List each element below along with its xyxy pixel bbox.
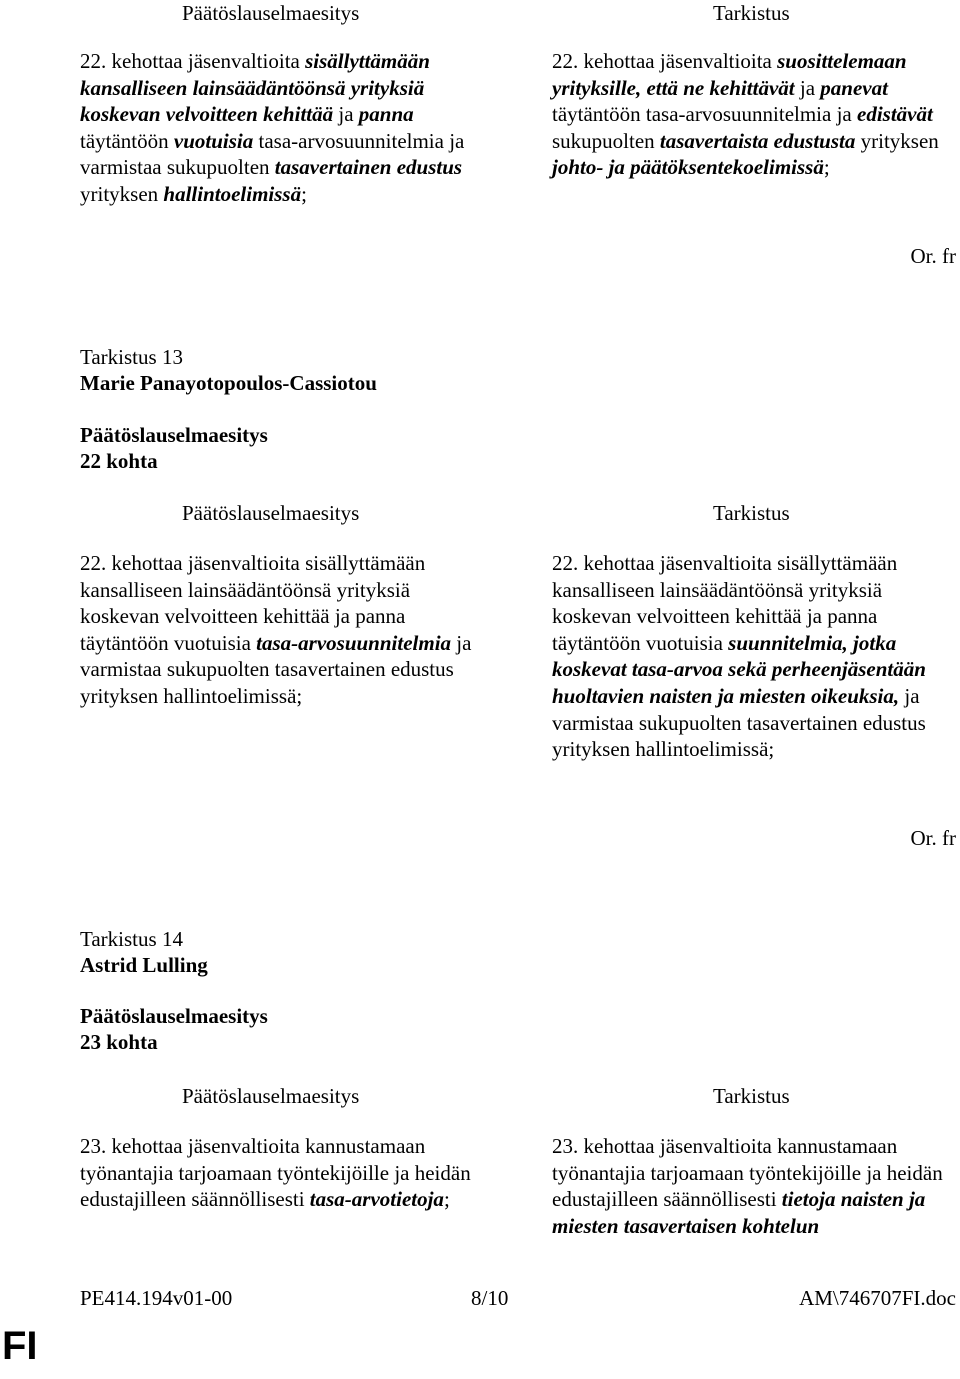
amendment-14-left-text	[80, 1133, 480, 1213]
text-run: suunnitelmia, jotka koskevat tasa-arvoa sekä perheenjäsentään huoltavien naisten ja miesten oikeuksia,	[552, 630, 926, 708]
text-run: tasa-arvotietoja	[309, 1187, 444, 1212]
amendment-13-ref-title: Päätöslauselmaesitys	[80, 423, 268, 447]
text-run: 22. kehottaa jäsenvaltioita sisällyttämään kansalliseen lainsäädäntöönsä yrityksiä koskevan velvoitteen kehittää ja panna täytäntöön vuotuisia	[80, 551, 426, 655]
amendment-13-right-text	[552, 550, 952, 763]
text-run: johto- ja päätöksentekoelimissä	[552, 155, 824, 180]
amendment-14-author: Astrid Lulling	[80, 953, 208, 977]
text-run: yrityksen	[80, 181, 164, 206]
top-right-column-header: Tarkistus	[713, 1, 790, 25]
footer-language-code: FI	[2, 1324, 38, 1368]
amendment-14-left-header: Päätöslauselmaesitys	[182, 1084, 360, 1108]
text-run: 23. kehottaa jäsenvaltioita kannustamaan työnantajia tarjoamaan työntekijöille ja heidän edustajilleen säännöllisesti	[552, 1134, 943, 1212]
footer-file-ref: AM\746707FI.doc	[799, 1286, 956, 1310]
amendment-14-ref-title: Päätöslauselmaesitys	[80, 1004, 268, 1028]
text-run: ja	[794, 75, 821, 100]
text-run: suosittelemaan yrityksille, että ne kehittävät	[552, 49, 907, 100]
amendment-14-heading	[80, 926, 183, 952]
footer-doc-ref: PE414.194v01-00	[80, 1286, 233, 1310]
text-run: 22. kehottaa jäsenvaltioita sisällyttämään kansalliseen lainsäädäntöönsä yrityksiä koskevan velvoitteen kehittää ja panna täytäntöön vuotuisia	[552, 551, 898, 655]
text-run: ja varmistaa sukupuolten tasavertainen edustus yrityksen hallintoelimissä;	[552, 683, 926, 762]
footer-page-number: 8/10	[471, 1286, 509, 1310]
amendment-label: Tarkistus	[80, 345, 157, 369]
text-run: tasavertainen edustus	[274, 155, 463, 180]
text-run: 23. kehottaa jäsenvaltioita kannustamaan työnantajia tarjoamaan työntekijöille ja heidän edustajilleen säännöllisesti	[80, 1134, 471, 1212]
text-run: tietoja naisten ja miesten tasavertaisen kohtelun	[552, 1187, 926, 1238]
text-run: täytäntöön	[80, 128, 174, 153]
text-run: panna	[358, 102, 414, 127]
text-run: ;	[823, 155, 830, 180]
text-run: tasa-arvosuunnitelmia ja varmistaa sukupuolten	[80, 128, 465, 180]
text-run: 22. kehottaa jäsenvaltioita	[552, 49, 778, 73]
text-run: ;	[443, 1187, 450, 1212]
text-run: sisällyttämään kansalliseen lainsäädäntöönsä yrityksiä koskevan velvoitteen kehittää	[80, 49, 430, 127]
text-run: tasa-arvosuunnitelmia	[256, 630, 452, 655]
amendment-14-ref-point: 23 kohta	[80, 1030, 158, 1054]
text-run: 22. kehottaa jäsenvaltioita	[80, 49, 306, 73]
amendment-13-left-header: Päätöslauselmaesitys	[182, 501, 360, 525]
text-run: panevat	[820, 75, 888, 100]
top-left-column-header: Päätöslauselmaesitys	[182, 1, 360, 25]
amendment-13-original-language: Or. fr	[910, 826, 956, 850]
amendment-13-heading	[80, 344, 183, 370]
amendment-number: 14	[161, 927, 183, 951]
amendment-label: Tarkistus	[80, 927, 157, 951]
text-run: sukupuolten	[552, 128, 660, 153]
text-run: hallintoelimissä	[163, 181, 302, 206]
text-run: yrityksen	[855, 128, 939, 153]
amendment-13-left-text	[80, 550, 480, 710]
amendment-13-right-header: Tarkistus	[713, 501, 790, 525]
amendment-14-right-text	[552, 1133, 952, 1239]
top-right-text	[552, 48, 952, 181]
amendment-14-right-header: Tarkistus	[713, 1084, 790, 1108]
text-run: täytäntöön tasa-arvosuunnitelmia ja	[552, 102, 857, 127]
text-run: ja	[333, 102, 359, 127]
amendment-13-ref-point: 22 kohta	[80, 449, 158, 473]
text-run: ;	[301, 181, 307, 206]
amendment-13-author: Marie Panayotopoulos-Cassiotou	[80, 371, 377, 395]
amendment-number: 13	[161, 345, 183, 369]
text-run: vuotuisia	[173, 128, 254, 153]
text-run: edistävät	[857, 102, 933, 127]
top-left-text	[80, 48, 480, 208]
text-run: ja varmistaa sukupuolten tasavertainen edustus yrityksen hallintoelimissä;	[80, 630, 472, 708]
top-original-language: Or. fr	[910, 244, 956, 268]
text-run: tasavertaista edustusta	[659, 128, 856, 153]
